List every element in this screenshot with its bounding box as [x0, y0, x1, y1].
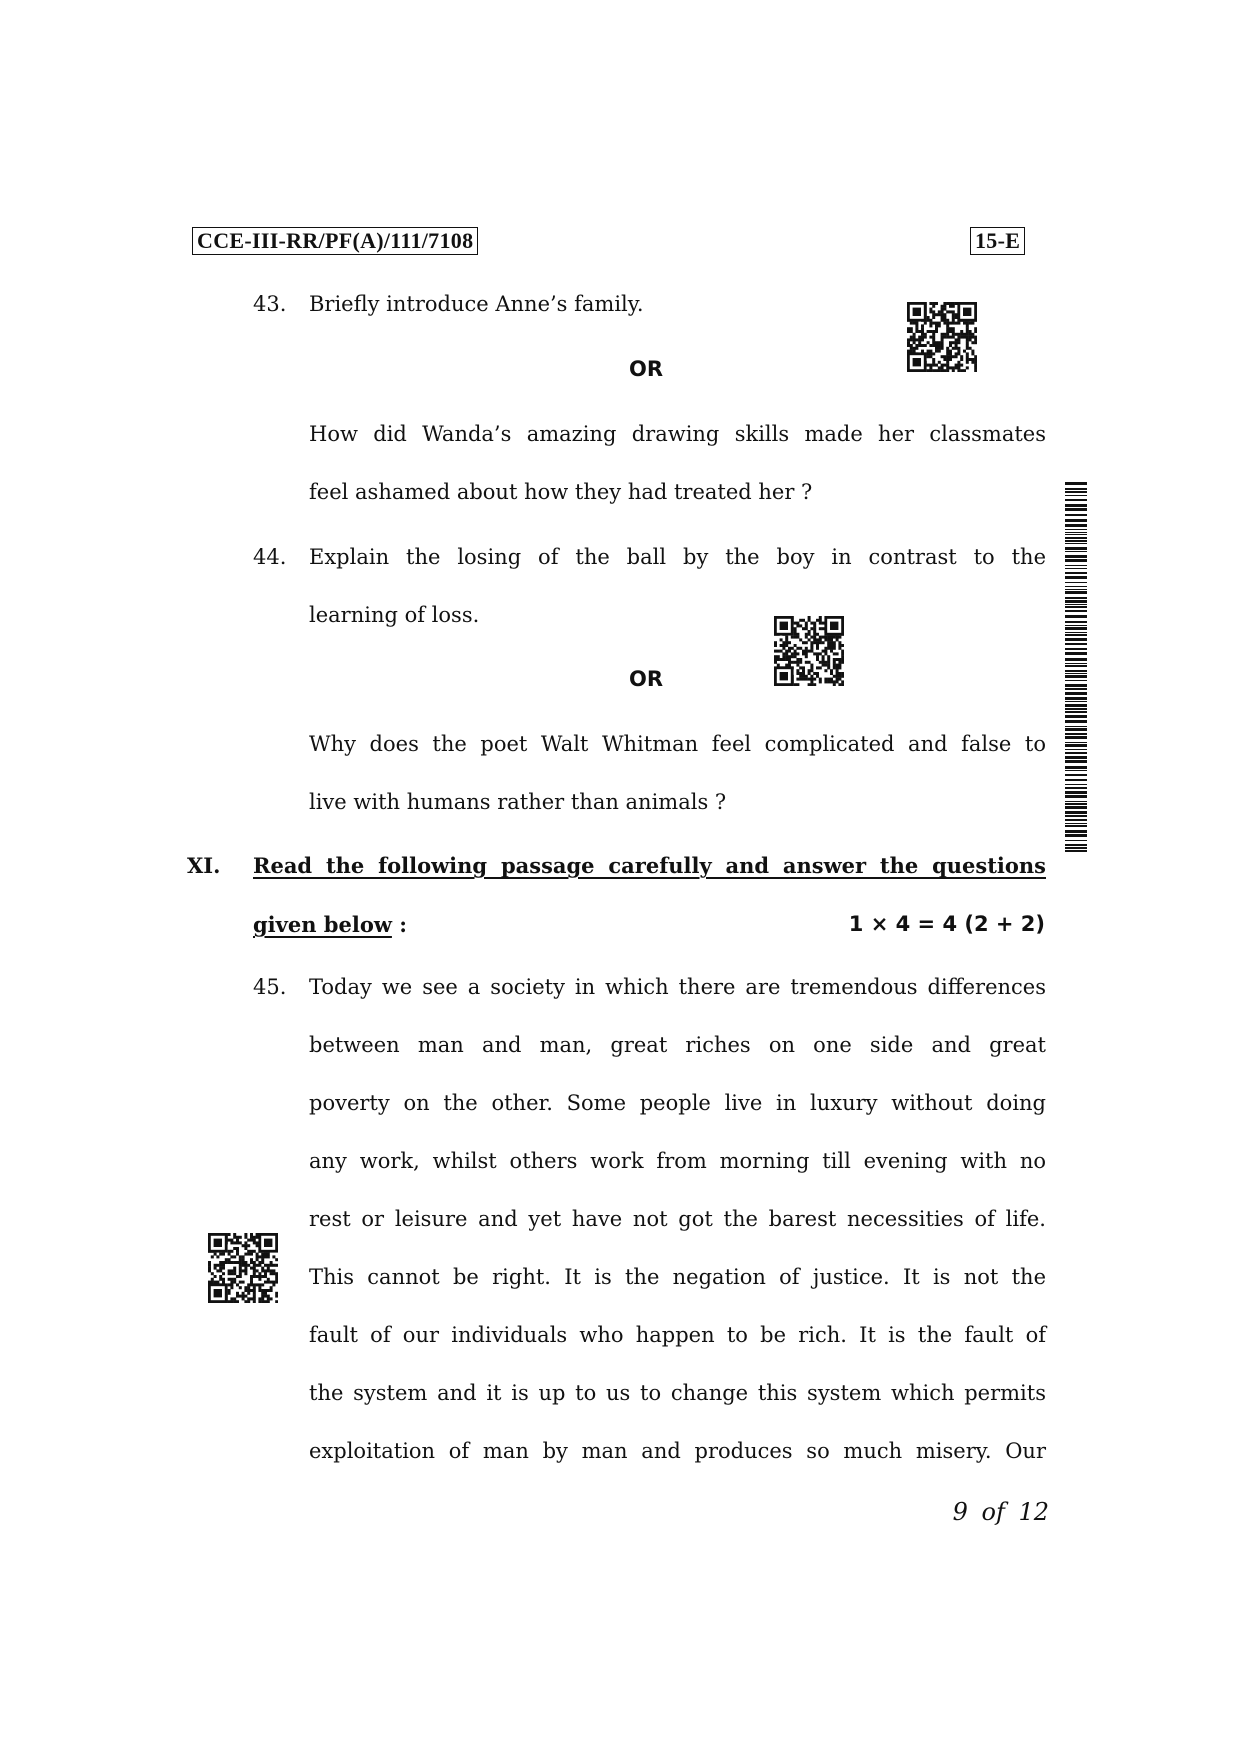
question-43-alt-line-1: How did Wanda’s amazing drawing skills made her classmates — [309, 422, 1046, 446]
page-number: 9 of 12 — [952, 1498, 1049, 1526]
question-number-44: 44. — [253, 545, 287, 569]
qr-code-icon — [208, 1233, 278, 1303]
passage-line: This cannot be right. It is the negation of justice. It is not the — [309, 1265, 1046, 1289]
passage-line: between man and man, great riches on one side and great — [309, 1033, 1046, 1057]
question-44-line-2: learning of loss. — [309, 603, 480, 627]
section-instruction-colon: : — [391, 912, 407, 937]
question-44-alt-line-1: Why does the poet Walt Whitman feel complicated and false to — [309, 732, 1046, 756]
passage-line: any work, whilst others work from morning till evening with no — [309, 1149, 1046, 1173]
passage-line: exploitation of man by man and produces so much misery. Our — [309, 1439, 1046, 1463]
section-instruction-given-below: given below — [253, 912, 392, 937]
question-44-line-1: Explain the losing of the ball by the boy in contrast to the — [309, 545, 1046, 569]
question-number-45: 45. — [253, 975, 287, 999]
passage-line: the system and it is up to us to change this system which permits — [309, 1381, 1046, 1405]
section-instruction-line-1: Read the following passage carefully and answer the questions — [253, 853, 1046, 878]
question-43-alt-line-2: feel ashamed about how they had treated her ? — [309, 480, 813, 504]
question-43-text: Briefly introduce Anne’s family. — [309, 292, 644, 316]
section-label: XI. — [187, 853, 221, 878]
passage-line: poverty on the other. Some people live in luxury without doing — [309, 1091, 1046, 1115]
question-number-43: 43. — [253, 292, 287, 316]
qr-code-icon — [907, 302, 977, 372]
or-separator-44: OR — [629, 667, 664, 691]
question-44-alt-line-2: live with humans rather than animals ? — [309, 790, 727, 814]
section-instruction-line-2 — [253, 912, 407, 937]
passage-line: Today we see a society in which there are tremendous differences — [309, 975, 1046, 999]
paper-code: CCE-III-RR/PF(A)/111/7108 — [192, 227, 478, 255]
qr-code-icon — [774, 616, 844, 686]
passage-line: rest or leisure and yet have not got the barest necessities of life. — [309, 1207, 1046, 1231]
passage-line: fault of our individuals who happen to be rich. It is the fault of — [309, 1323, 1046, 1347]
marks-allocation: 1 × 4 = 4 (2 + 2) — [848, 912, 1045, 936]
barcode-icon — [1065, 482, 1087, 852]
or-separator-43: OR — [629, 357, 664, 381]
paper-id: 15-E — [970, 227, 1025, 255]
